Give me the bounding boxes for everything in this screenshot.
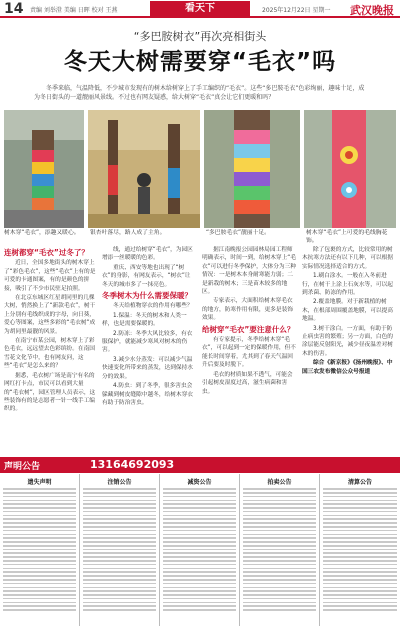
notice-title: 清算公告	[347, 479, 372, 486]
photo-caption-3: “多巴胺毛衣”靓丽十足。	[206, 230, 270, 236]
section-label: 看天下	[150, 1, 250, 17]
column-4-para: 2.覆盖地膜。对于新栽植的树木，在根部周围覆盖地膜，可以提高地温。	[302, 299, 393, 323]
article-source: 综合《新京报》《扬州晚报》、中国三农发布微信公众号报道	[302, 360, 393, 375]
notice-box	[240, 474, 320, 626]
column-4-para: 除了包裹的方式，比较常用的树木抗寒方法还有以下几种，可以根据实际情况选择适合的方式。	[302, 247, 393, 270]
photo-tree-knit-3	[204, 110, 300, 228]
article-subtitle: “多巴胺树衣”再次亮相街头	[133, 30, 267, 43]
article-title: 冬天大树需要穿“毛衣”吗	[63, 49, 337, 75]
ginkgo-street-illustration-icon	[88, 110, 200, 228]
column-4-para: 1.刷白涂水。一般在入冬前进行，在树干上涂上石灰水等，可以起到杀菌、防冻的作用。	[302, 273, 393, 297]
notice-box	[160, 474, 240, 626]
column-2-para: 重庆、西安等地也出现了“树衣”的身影，有网友表示，“树衣”让冬天的城市多了一抹亮色。	[102, 264, 191, 288]
notice-title: 减资公告	[187, 479, 212, 486]
editor-credits: 责编 刘举澄 美编 日晖 校对 王燕	[30, 7, 118, 14]
classified-banner	[0, 457, 400, 473]
knit-flower-illustration-icon	[304, 110, 396, 228]
column-1-para: 在南宁市某公园，树木穿上了彩色毛衣，远远望去色彩缤纷。在南国雪花文化节中，也有网友问，这些“毛衣”是怎么来的？	[4, 338, 95, 370]
column-3-para: 毛衣的材质如果不透气，可能会引起树皮湿度过高，滋生病菌和害虫。	[202, 371, 293, 395]
page-number: 14	[4, 1, 24, 17]
article-column-1	[4, 246, 96, 454]
column-3-heading: 给树穿“毛衣”要注意什么？	[202, 324, 295, 334]
column-2-para: 1.保温：冬天的树木和人类一样，也是需要保暖的。	[102, 312, 187, 328]
article-lead: 冬季来临，气温降低，不少城市发现有的树木给树穿上了手工编织的“毛衣”。这些“多巴胺毛衣”色彩绚丽，趣味十足，成为冬日街头的一道靓丽风景线。不过也有网友疑惑，给大树穿“毛衣”真会让它们更暖和吗？	[34, 85, 365, 101]
column-2-para: 线，通过给树穿“毛衣”，为园区增添一丝暖暖的色彩。	[102, 247, 193, 262]
page-header	[0, 0, 400, 18]
photo-tree-knit-1	[4, 110, 84, 228]
photo-caption-2: 银杏叶落尽，路人成了主角。	[90, 230, 166, 236]
column-4-para: 3.树干涂白。一方面，有助于防止病虫害的繁殖；另一方面，白色的涂层能反射阳光，减少昼夜温差对树木的伤害。	[302, 325, 393, 357]
photo-tree-knit-2	[88, 110, 200, 228]
notice-box	[80, 474, 160, 626]
column-2-para: 4.防虫：到了冬季，很多害虫会躲藏到树皮缝隙中越冬，给树木穿衣有助于防治害虫。	[102, 383, 193, 406]
photo-tree-knit-4	[304, 110, 396, 228]
article-column-4	[302, 246, 394, 454]
column-3-para: 据江南晚报公园园林局园工程师明确表示，时间一到，给树木穿上“毛衣”可以进行冬季保护，大体分为三种情况：一是树木本身耐寒能力弱；二是新栽的树木；三是苗木较多的地区。	[202, 247, 296, 296]
column-1-para: 在北京东城区红星胡同里的几棵大树，悄然换上了“新款毛衣”，树干上分别有毛线织成的字母，向日葵，爱心等图案，这些多彩的“毛衣树”成为胡同里最靓的风景。	[4, 295, 96, 335]
column-3-para: 专家表示，大面积给树木穿毛衣的地方，防寒作用有限，更多是装饰效果。	[202, 298, 293, 322]
column-3-para: 有专家提示，冬季给树木穿“毛衣”，可以起到一定的保暖作用，但不能长时间穿着，尤其到了春天气温回升后要及时脱下。	[202, 337, 296, 369]
column-1-para: 近日，全国多地街头的树木穿上了“彩色毛衣”，这些“毛衣”上有的是可爱的卡通图案，有的是颜色的拼接，吸引了不少市民驻足拍照。	[4, 260, 96, 292]
notice-box	[0, 474, 80, 626]
notice-box	[320, 474, 400, 626]
column-2-para: 3.减少水分蒸发：可以减少气温快速变化所带来的蒸发，达到保持水分的效果。	[102, 356, 193, 380]
column-2-para: 冬天给植物穿衣的作用有哪些？	[113, 303, 193, 310]
photo-strip	[4, 110, 396, 244]
issue-date: 2025年12月22日 星期一	[262, 7, 331, 14]
banner-title: 声明公告	[4, 462, 41, 472]
notice-title: 注销公告	[107, 479, 132, 486]
tree-sweater-illustration-icon	[4, 110, 84, 228]
notice-title: 遗失声明	[27, 479, 52, 486]
banner-phone: 13164692093	[90, 458, 175, 471]
photo-caption-1: 树木穿“毛衣”，添趣又暖心。	[4, 230, 80, 236]
column-2-para: 2.防冻：冬季大风比较多，有衣服保护，就能减少寒风对树木的伤害。	[102, 330, 193, 354]
colorful-trunk-illustration-icon	[204, 110, 300, 228]
classified-notices	[0, 474, 400, 626]
article-column-3	[202, 246, 296, 454]
newspaper-logo: 武汉晚报	[350, 4, 394, 17]
column-1-heading: 连树都穿“毛衣”过冬了？	[4, 248, 89, 257]
notice-title: 拍卖公告	[267, 479, 292, 486]
column-2-heading: 冬季树木为什么需要保暖？	[102, 291, 192, 301]
photo-caption-4: 树木穿“毛衣”上可爱的毛线胸花饰。	[306, 230, 388, 244]
article-column-2	[102, 246, 196, 454]
column-1-para: 据悉，毛衣树广场是南宁有名的网红打卡点，市民可以看到大量的“毛衣树”，园区管理人员表示，这些装饰有的是志愿者一针一线手工编织的。	[4, 372, 96, 413]
